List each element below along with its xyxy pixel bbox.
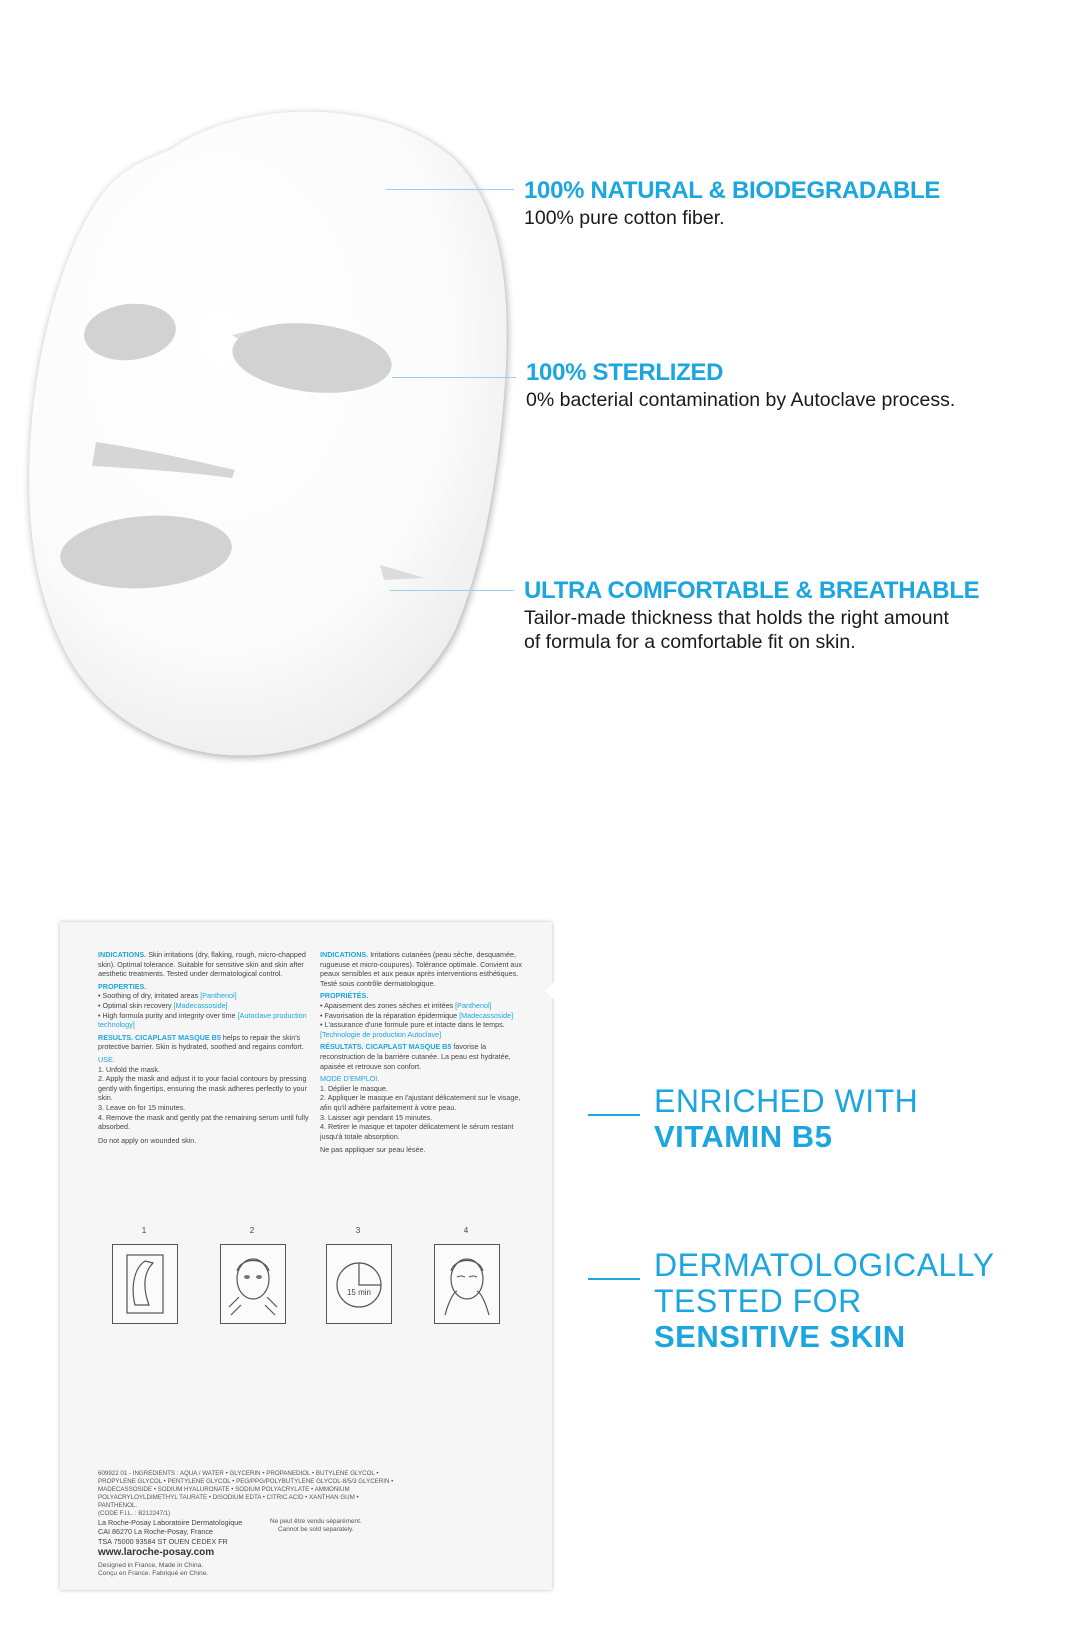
claim-dash — [588, 1114, 640, 1116]
ingredients-line: PROPYLENE GLYCOL • PENTYLENE GLYCOL • PEG/PPG/POLYBUTYLENE GLYCOL-8/5/3 GLYCERIN • — [98, 1478, 394, 1485]
claim-light-line: DERMATOLOGICALLY — [654, 1247, 995, 1283]
step-number: 1 — [141, 1226, 147, 1235]
property-item: • Apaisement des zones sèches et irritées — [320, 1000, 454, 1010]
step-1-unfold-icon — [112, 1244, 178, 1324]
indications-label: INDICATIONS. — [320, 950, 369, 959]
feature-description: 0% bacterial contamination by Autoclave process. — [526, 389, 956, 411]
company-line: CAI 86270 La Roche-Posay, France — [98, 1527, 213, 1537]
use-step: 4. Retirer le masque et tapoter délicatement le sérum restant jusqu'à totale absorption. — [320, 1122, 514, 1141]
property-item: • L'assurance d'une formule pure et intacte dans le temps. — [320, 1020, 505, 1030]
property-tag: [Panthenol] — [200, 991, 237, 1001]
properties-label: PROPERTIES. — [98, 981, 147, 991]
use-step: 3. Leave on for 15 minutes. — [98, 1102, 186, 1112]
step-3-timer-icon — [326, 1244, 392, 1324]
property-tag: [Madecassoside] — [459, 1010, 514, 1020]
resale-notice — [270, 1518, 362, 1534]
claim-light-line: TESTED FOR — [654, 1283, 862, 1319]
results-text: helps to repair the skin's protective barrier. Skin is hydrated, soothed and regains comfort. — [98, 1032, 304, 1052]
use-step: 4. Remove the mask and gently pat the remaining serum until fully absorbed. — [98, 1112, 309, 1132]
use-step: 1. Unfold the mask. — [98, 1064, 160, 1074]
results-label: RESULTS. CICAPLAST MASQUE B5 — [98, 1032, 221, 1042]
step-number: 3 — [355, 1226, 361, 1235]
feature-description: 100% pure cotton fiber. — [524, 207, 725, 229]
use-step: 1. Déplier le masque. — [320, 1083, 388, 1093]
feature-sterilized — [526, 360, 955, 412]
results-text: favorise la reconstruction de la barrière cutanée. La peau est hydratée, apaisée et retrouve son confort. — [320, 1042, 511, 1071]
leader-line-natural — [386, 189, 514, 190]
website-url: www.laroche-posay.com — [98, 1547, 215, 1558]
instructions-french — [320, 950, 532, 1155]
use-label: USE. — [98, 1054, 115, 1064]
ingredients-list — [98, 1470, 398, 1518]
feature-title: ULTRA COMFORTABLE & BREATHABLE — [524, 577, 980, 604]
property-tag: [Autoclave production technology] — [98, 1010, 307, 1030]
origin-en: Designed in France, Made in China. — [98, 1562, 204, 1569]
indications-text: Skin irritations (dry, flaking, rough, micro-chapped skin). Optimal tolerance. Suitable for sensitive skin and skin after aesthetic treatments. Tested under dermatological control. — [98, 950, 306, 979]
instructions-english — [98, 950, 310, 1145]
property-tag: [Panthenol] — [455, 1000, 492, 1010]
resale-en: Cannot be sold separately. — [278, 1526, 354, 1533]
claim-bold-line: SENSITIVE SKIN — [654, 1319, 906, 1354]
results-label: RÉSULTATS. CICAPLAST MASQUE B5 — [320, 1042, 452, 1052]
step-number: 2 — [249, 1226, 255, 1235]
resale-fr: Ne peut être vendu séparément. — [270, 1518, 362, 1525]
ingredients-line: 609922 01 - INGREDIENTS : AQUA / WATER • GLYCERIN • PROPANEDIOL • BUTYLENE GLYCOL • — [98, 1470, 379, 1477]
property-tag: [Madecassoside] — [173, 1000, 228, 1010]
property-item: • Soothing of dry, irritated areas — [98, 991, 199, 1001]
use-step: 2. Apply the mask and adjust it to your facial contours by pressing gently with fingertips, ensuring the mask adheres perfectly to your skin. — [98, 1074, 307, 1103]
feature-comfortable — [524, 578, 979, 654]
indications-text: Irritations cutanées (peau sèche, desquamée, rugueuse et micro-coupures). Tolérance optimale. Convient aux peaux sensibles et aux peaux après interventions esthétiques. Testé sous contrôle dermatologique. — [320, 950, 523, 988]
claim-light-line: ENRICHED WITH — [654, 1083, 919, 1119]
feature-description-2: of formula for a comfortable fit on skin. — [524, 631, 856, 653]
ingredients-line: POLYACRYLOYLDIMETHYL TAURATE • DISODIUM EDTA • CITRIC ACID • XANTHAN GUM • PANTHENOL. — [98, 1494, 359, 1509]
claim-vitamin-b5 — [588, 1084, 1028, 1164]
mask-outline — [29, 112, 506, 756]
property-tag: [Technologie de production Autoclave] — [320, 1029, 442, 1039]
ingredients-line: (CODE F.I.L. : B212247/1) — [98, 1510, 171, 1517]
step-number: 4 — [463, 1226, 469, 1235]
property-item: • Optimal skin recovery — [98, 1000, 172, 1010]
sachet-tear-notch — [545, 981, 565, 1001]
use-step: 3. Laisser agir pendant 15 minutes. — [320, 1112, 433, 1122]
feature-natural — [524, 178, 940, 230]
step-2-apply-icon — [220, 1244, 286, 1324]
leader-line-sterilized — [392, 377, 516, 378]
claim-bold-line: VITAMIN B5 — [654, 1119, 833, 1154]
origin-info — [98, 1562, 208, 1578]
sachet-back — [60, 922, 552, 1590]
leader-line-comfortable — [390, 590, 514, 591]
claim-dash — [588, 1278, 640, 1280]
claim-dermatologically-tested — [588, 1248, 1028, 1368]
company-line: La Roche-Posay Laboratoire Dermatologique — [98, 1518, 243, 1527]
origin-fr: Conçu en France. Fabriqué en Chine. — [98, 1570, 209, 1577]
warning-text: Ne pas appliquer sur peau lésée. — [320, 1145, 426, 1155]
company-address — [98, 1518, 242, 1546]
properties-label: PROPRIÉTÉS. — [320, 991, 369, 1001]
use-label: MODE D'EMPLOI. — [320, 1074, 380, 1084]
timer-label: 15 min — [346, 1288, 372, 1297]
feature-description: Tailor-made thickness that holds the right amount — [524, 607, 949, 629]
property-item: • Favorisation de la réparation épidermique — [320, 1010, 458, 1020]
feature-title: 100% NATURAL & BIODEGRADABLE — [524, 177, 941, 204]
property-item: • High formula purity and integrity over time — [98, 1010, 236, 1020]
ingredients-line: MADECASSOSIDE • SODIUM HYALURONATE • SODIUM POLYACRYLATE • AMMONIUM — [98, 1486, 350, 1493]
step-4-massage-icon — [434, 1244, 500, 1324]
feature-title: 100% STERLIZED — [526, 359, 724, 386]
warning-text: Do not apply on wounded skin. — [98, 1135, 197, 1145]
indications-label: INDICATIONS. — [98, 950, 147, 959]
company-line: TSA 75000 93584 ST OUEN CEDEX FR — [98, 1536, 228, 1546]
use-step: 2. Appliquer le masque en l'ajustant délicatement sur le visage, afin qu'il adhère parfaitement à votre peau. — [320, 1093, 521, 1112]
